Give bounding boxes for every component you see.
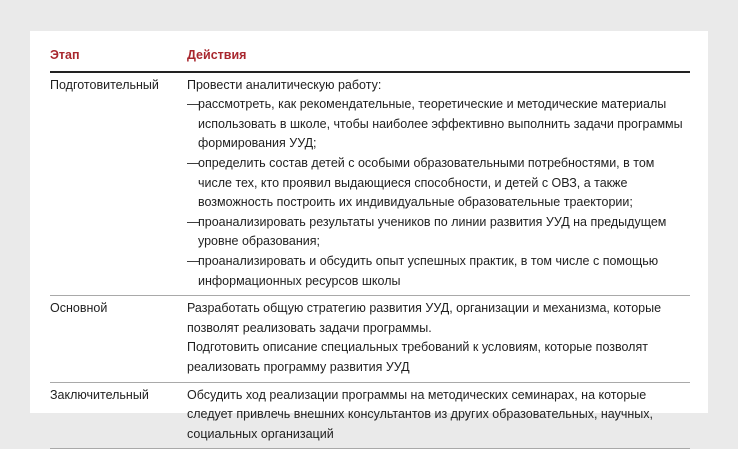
action-item: — проанализировать и обсудить опыт успешных практик, в том числе с помощью информационных ресурсов школы — [187, 252, 690, 291]
table-header-row — [50, 42, 690, 72]
table-row — [50, 72, 690, 296]
header-stage: Этап — [50, 42, 187, 72]
table-row — [50, 296, 690, 382]
stage-cell: Заключительный — [50, 382, 187, 449]
action-item: — проанализировать результаты учеников по линии развития УУД на предыдущем уровне образования; — [187, 213, 690, 252]
action-item: — определить состав детей с особыми образовательными потребностями, в том числе тех, кто проявил выдающиеся способности, и детей с ОВЗ, а также возможность построить их индивидуальные образовательные траектории; — [187, 154, 690, 213]
document-card — [30, 31, 708, 441]
actions-cell — [187, 382, 690, 449]
action-intro: Провести аналитическую работу: — [187, 77, 382, 92]
action-paragraph: Обсудить ход реализации программы на методических семинарах, на которые следует привлечь внешних консультантов из других образовательных, научных, социальных организаций — [187, 387, 653, 441]
actions-cell — [187, 296, 690, 382]
action-item: — рассмотреть, как рекомендательные, теоретические и методические материалы использовать в школе, чтобы наиболее эффективно выполнить задачи программы формирования УУД; — [187, 95, 690, 154]
action-paragraph: Разработать общую стратегию развития УУД, организации и механизма, которые позволят реализовать задачи программы. — [187, 301, 662, 335]
stage-cell: Подготовительный — [50, 72, 187, 296]
stages-table — [50, 42, 690, 449]
stage-cell: Основной — [50, 296, 187, 382]
actions-cell — [187, 72, 690, 296]
table-row — [50, 382, 690, 449]
header-actions: Действия — [187, 42, 690, 72]
action-paragraph: Подготовить описание специальных требований к условиям, которые позволят реализовать программу развития УУД — [187, 340, 648, 374]
